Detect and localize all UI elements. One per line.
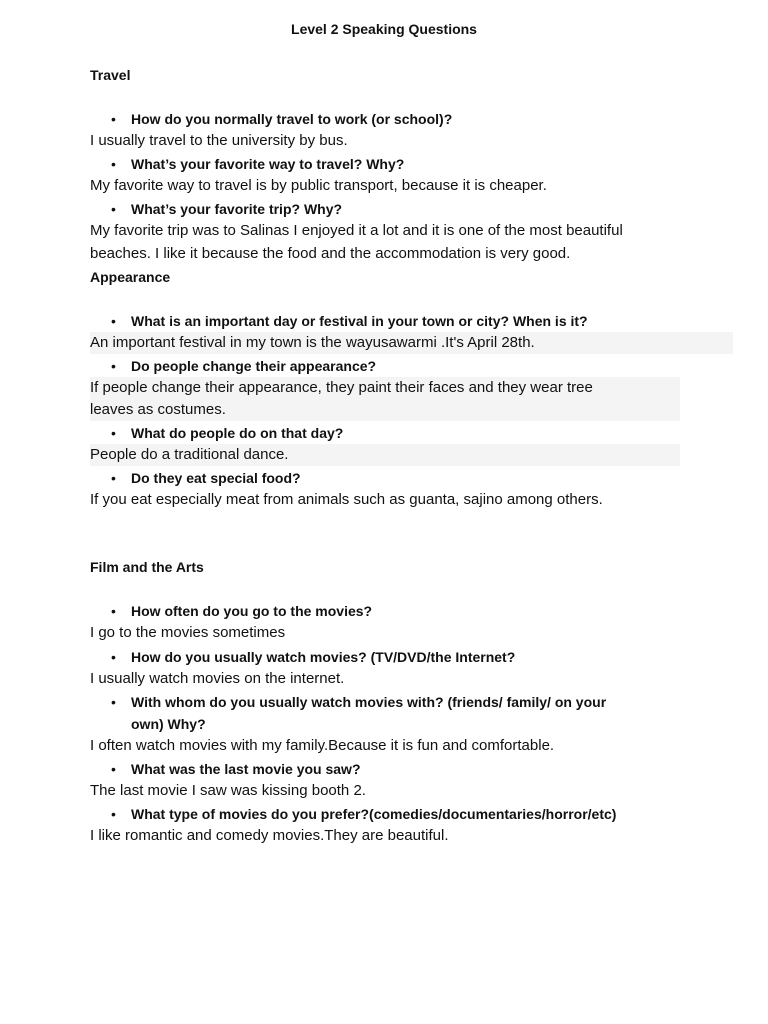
section-heading-travel: Travel [90,67,131,83]
bullet-icon: • [111,313,116,329]
question-appearance-1: What is an important day or festival in your town or city? When is it? [131,313,588,329]
bullet-icon: • [111,425,116,441]
bullet-icon: • [111,603,116,619]
question-film-4: What was the last movie you saw? [131,761,361,777]
bullet-icon: • [111,694,116,710]
answer-film-2: I usually watch movies on the internet. [90,670,345,687]
answer-film-4: The last movie I saw was kissing booth 2. [90,782,366,799]
bullet-icon: • [111,761,116,777]
page-title: Level 2 Speaking Questions [291,21,477,37]
question-film-1: How often do you go to the movies? [131,603,373,619]
answer-appearance-1: An important festival in my town is the wayusawarmi .It's April 28th. [90,332,733,354]
bullet-icon: • [111,156,116,172]
answer-appearance-4: If you eat especially meat from animals such as guanta, sajino among others. [90,491,603,508]
question-appearance-3: What do people do on that day? [131,425,344,441]
question-film-5: What type of movies do you prefer?(comedies/documentaries/horror/etc) [131,806,617,822]
answer-travel-1: I usually travel to the university by bus. [90,132,348,149]
question-appearance-2: Do people change their appearance? [131,358,377,374]
answer-film-1: I go to the movies sometimes [90,624,286,641]
answer-travel-3-line-1: My favorite trip was to Salinas I enjoyed it a lot and it is one of the most beautiful [90,222,623,239]
bullet-icon: • [111,649,116,665]
bullet-icon: • [111,201,116,217]
question-film-3-line-2: own) Why? [131,716,206,732]
answer-appearance-2-line-2: leaves as costumes. [90,399,680,421]
question-appearance-4: Do they eat special food? [131,470,301,486]
question-travel-1: How do you normally travel to work (or school)? [131,111,453,127]
answer-film-5: I like romantic and comedy movies.They are beautiful. [90,827,449,844]
bullet-icon: • [111,806,116,822]
bullet-icon: • [111,358,116,374]
bullet-icon: • [111,111,116,127]
bullet-icon: • [111,470,116,486]
question-travel-2: What’s your favorite way to travel? Why? [131,156,405,172]
section-heading-appearance: Appearance [90,269,171,285]
answer-travel-3-line-2: beaches. I like it because the food and the accommodation is very good. [90,245,571,262]
answer-appearance-3: People do a traditional dance. [90,444,680,466]
question-film-2: How do you usually watch movies? (TV/DVD/the Internet? [131,649,516,665]
question-film-3-line-1: With whom do you usually watch movies with? (friends/ family/ on your [131,694,607,710]
question-travel-3: What’s your favorite trip? Why? [131,201,343,217]
answer-appearance-2-line-1: If people change their appearance, they paint their faces and they wear tree [90,377,680,399]
answer-film-3: I often watch movies with my family.Because it is fun and comfortable. [90,737,555,754]
section-heading-film: Film and the Arts [90,559,204,575]
answer-travel-2: My favorite way to travel is by public transport, because it is cheaper. [90,177,547,194]
